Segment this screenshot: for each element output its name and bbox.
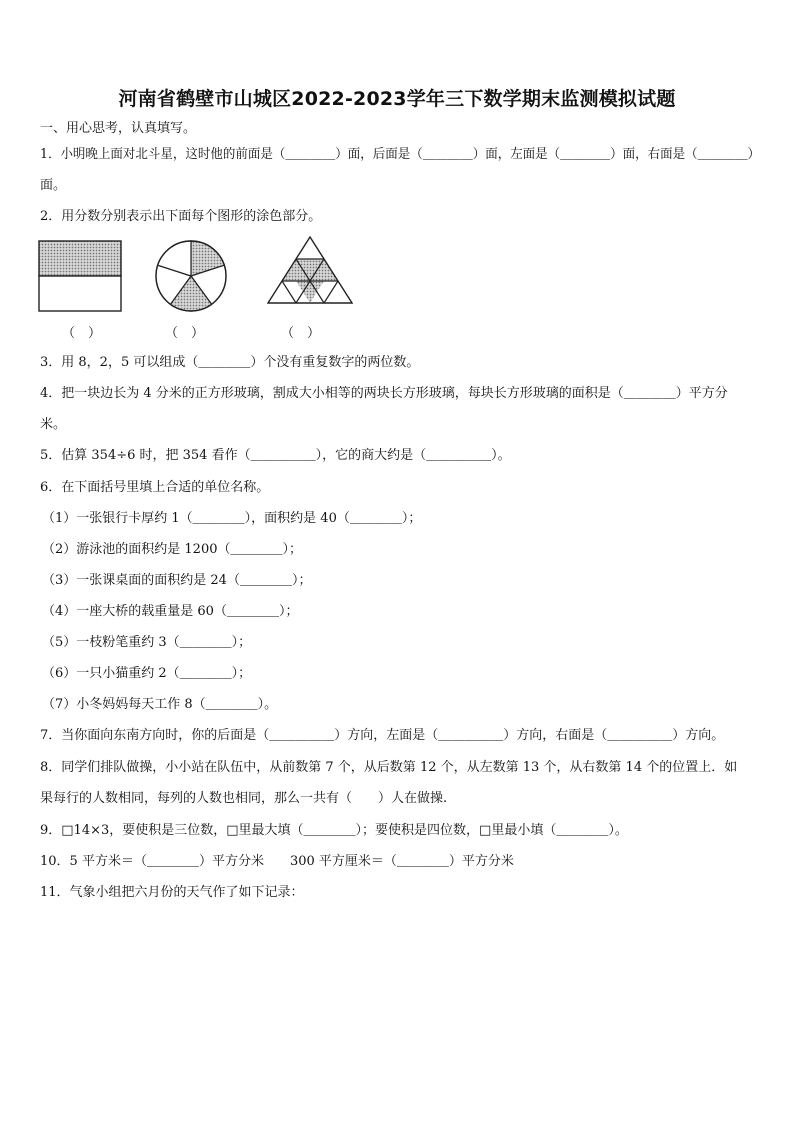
question-8-line-1: 8．同学们排队做操，小小站在队伍中，从前数第 7 个，从后数第 12 个，从左数第 13 个，从右数第 14 个的位置上．如 (40, 760, 738, 775)
half-shaded-rectangle-figure (38, 240, 122, 312)
question-3: 3．用 8，2，5 可以组成（＿＿＿＿）个没有重复数字的两位数。 (40, 355, 420, 370)
question-6-item-3: （3）一张课桌面的面积约是 24（＿＿＿＿）； (42, 573, 312, 588)
question-8-line-2: 果每行的人数相同，每列的人数也相同，那么一共有（ ）人在做操. (40, 791, 448, 806)
question-4-line-2: 米。 (40, 417, 67, 432)
question-6-item-1: （1）一张银行卡厚约 1（＿＿＿＿），面积约是 40（＿＿＿＿）； (42, 511, 422, 526)
page-title: 河南省鹤壁市山城区2022-2023学年三下数学期末监测模拟试题 (118, 88, 676, 110)
question-11: 11．气象小组把六月份的天气作了如下记录： (40, 885, 304, 900)
question-6-item-2: （2）游泳池的面积约是 1200（＿＿＿＿）； (42, 542, 302, 557)
question-6: 6．在下面括号里填上合适的单位名称。 (40, 480, 270, 495)
question-5: 5．估算 354÷6 时，把 354 看作（＿＿＿＿＿），它的商大约是（＿＿＿＿＿）。 (40, 448, 511, 463)
answer-blank-1[interactable]: （ ） (62, 326, 102, 341)
question-9: 9．□14×3，要使积是三位数，□里最大填（＿＿＿＿）；要使积是四位数，□里最小填（＿＿＿＿）。 (40, 823, 628, 838)
section-heading: 一、用心思考，认真填写。 (40, 121, 197, 136)
answer-blank-3[interactable]: （ ） (281, 326, 321, 341)
answer-blank-2[interactable]: （ ） (165, 326, 205, 341)
question-6-item-6: （6）一只小猫重约 2（＿＿＿＿）； (42, 666, 252, 681)
question-4-line-1: 4．把一块边长为 4 分米的正方形玻璃，割成大小相等的两块长方形玻璃，每块长方形玻璃的面积是（＿＿＿＿）平方分 (40, 386, 728, 401)
question-6-item-4: （4）一座大桥的载重量是 60（＿＿＿＿）； (42, 604, 299, 619)
triangle-grid-figure (267, 236, 353, 306)
question-1-line-2: 面。 (40, 178, 67, 193)
question-10: 10．5 平方米＝（＿＿＿＿）平方分米 300 平方厘米＝（＿＿＿＿）平方分米 (40, 854, 514, 869)
question-1-line-1: 1．小明晚上面对北斗星，这时他的前面是（＿＿＿＿）面，后面是（＿＿＿＿）面，左面是（＿＿＿＿）面，右面是（＿＿＿＿） (40, 147, 761, 162)
pie-circle-figure (153, 238, 229, 314)
question-6-item-7: （7）小冬妈妈每天工作 8（＿＿＿＿）。 (42, 697, 278, 712)
question-6-item-5: （5）一枝粉笔重约 3（＿＿＿＿）； (42, 635, 252, 650)
question-2: 2．用分数分别表示出下面每个图形的涂色部分。 (40, 209, 322, 224)
question-7: 7．当你面向东南方向时，你的后面是（＿＿＿＿＿）方向，左面是（＿＿＿＿＿）方向，右面是（＿＿＿＿＿）方向。 (40, 728, 725, 743)
